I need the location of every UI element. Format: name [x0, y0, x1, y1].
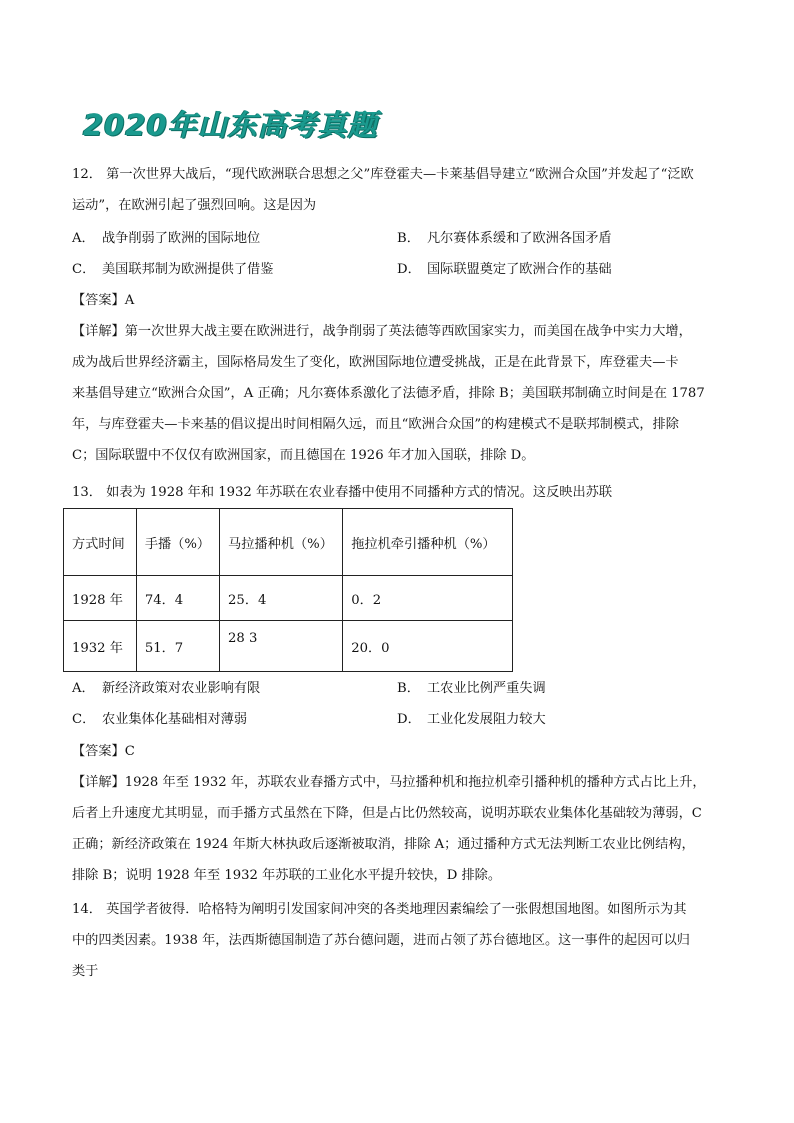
question-14-stem	[72, 894, 734, 987]
option-b[interactable]: B． 工农业比例严重失调	[397, 681, 546, 696]
table-cell	[220, 621, 343, 672]
table-row	[64, 576, 513, 621]
question-13-options-row-2	[72, 704, 734, 735]
table-header-cell: 方式时间	[64, 509, 137, 576]
analysis-line: 【详解】第一次世界大战主要在欧洲进行，战争削弱了英法德等西欧国家实力，而美国在战争中实力大增，	[72, 324, 692, 339]
table-header-cell: 拖拉机牵引播种机（%）	[343, 509, 513, 576]
exam-banner: 2020年山东高考真题	[83, 108, 378, 142]
question-line: 运动”，在欧洲引起了强烈回响。这是因为	[72, 198, 317, 213]
question-line: 中的四类因素。1938 年，法西斯德国制造了苏台德问题，进而占领了苏台德地区。这一事件的起因可以归	[72, 933, 690, 948]
table-header-cell: 马拉播种机（%）	[220, 509, 343, 576]
table-cell-value: 28 3	[228, 630, 258, 646]
option-d[interactable]: D． 国际联盟奠定了欧洲合作的基础	[397, 262, 612, 277]
option-c[interactable]: C． 美国联邦制为欧洲提供了借鉴	[72, 262, 274, 277]
table-header-cell: 手播（%）	[136, 509, 219, 576]
option-a[interactable]: A． 新经济政策对农业影响有限	[72, 681, 261, 696]
option-b[interactable]: B． 凡尔赛体系缓和了欧洲各国矛盾	[397, 231, 612, 246]
sowing-methods-table	[63, 508, 513, 672]
analysis-line: 后者上升速度尤其明显，而手播方式虽然在下降，但是占比仍然较高，说明苏联农业集体化基础较为薄弱，C	[72, 806, 702, 821]
table-cell: 1928 年	[64, 576, 137, 621]
table-cell: 20．0	[343, 621, 513, 672]
option-a[interactable]: A． 战争削弱了欧洲的国际地位	[72, 231, 261, 246]
question-13-analysis	[72, 767, 734, 891]
question-13-options-row-1	[72, 673, 734, 704]
table-row	[64, 621, 513, 672]
question-12-stem	[72, 159, 734, 221]
question-line: 12． 第一次世界大战后，“现代欧洲联合思想之父”库登霍夫—卡莱基倡导建立“欧洲合众国”并发起了“泛欧	[72, 167, 694, 182]
question-13-answer: 【答案】C	[72, 744, 135, 759]
option-c[interactable]: C． 农业集体化基础相对薄弱	[72, 712, 248, 727]
table-header-row	[64, 509, 513, 576]
analysis-line: 来基倡导建立“欧洲合众国”，A 正确；凡尔赛体系激化了法德矛盾，排除 B；美国联邦制确立时间是在 1787	[72, 386, 705, 401]
question-12-options-row-2	[72, 254, 734, 285]
table-cell: 0．2	[343, 576, 513, 621]
question-13-stem: 13． 如表为 1928 年和 1932 年苏联在农业春播中使用不同播种方式的情况。这反映出苏联	[72, 485, 613, 500]
table-cell: 1932 年	[64, 621, 137, 672]
table-cell: 74．4	[136, 576, 219, 621]
analysis-line: 年，与库登霍夫—卡来基的倡议提出时间相隔久远，而且“欧洲合众国”的构建模式不是联邦制模式，排除	[72, 417, 679, 432]
analysis-line: 【详解】1928 年至 1932 年，苏联农业春播方式中，马拉播种机和拖拉机牵引播种机的播种方式占比上升，	[72, 775, 706, 790]
option-d[interactable]: D． 工业化发展阻力较大	[397, 712, 546, 727]
analysis-line: C；国际联盟中不仅仅有欧洲国家，而且德国在 1926 年才加入国联，排除 D。	[72, 448, 535, 463]
question-12-answer: 【答案】A	[72, 293, 135, 308]
analysis-line: 成为战后世界经济霸主，国际格局发生了变化，欧洲国际地位遭受挑战，正是在此背景下，库登霍夫—卡	[72, 355, 679, 370]
question-12-analysis	[72, 316, 734, 471]
analysis-line: 排除 B；说明 1928 年至 1932 年苏联的工业化水平提升较快，D 排除。	[72, 868, 502, 883]
analysis-line: 正确；新经济政策在 1924 年斯大林执政后逐渐被取消，排除 A；通过播种方式无法判断工农业比例结构，	[72, 837, 695, 852]
question-line: 14． 英国学者彼得．哈格特为阐明引发国家间冲突的各类地理因素编绘了一张假想国地图。如图所示为其	[72, 902, 687, 917]
table-cell: 51．7	[136, 621, 219, 672]
question-12-options-row-1	[72, 223, 734, 254]
table-cell: 25．4	[220, 576, 343, 621]
question-line: 类于	[72, 964, 99, 979]
